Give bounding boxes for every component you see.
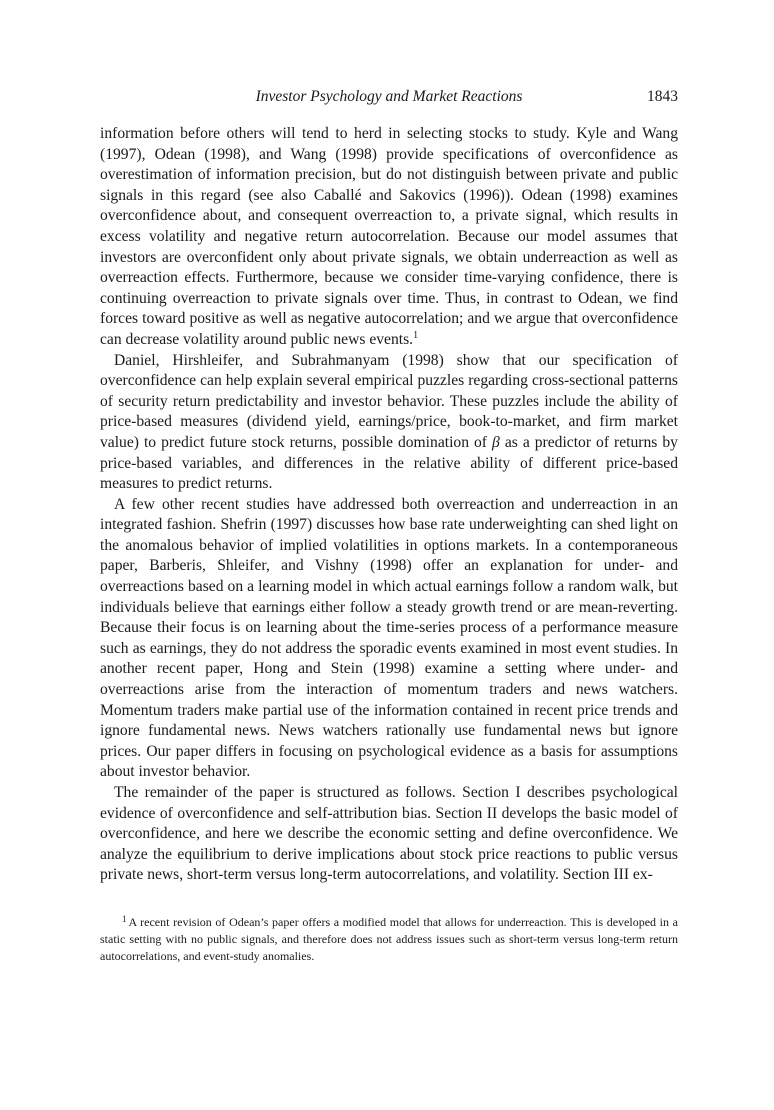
paragraph-text: information before others will tend to herd in selecting stocks to study. Kyle and Wang (1997), Odean (1998), and Wang (1998) provide specifications of overconfidence as overestimation of information precision, but do not distinguish between private and public signals in this regard (see also Caballé and Sakovics (1996)). Odean (1998) examines overconfidence about, and consequent overreaction to, a private signal, which results in excess volatility and negative return autocorrelation. Because our model assumes that investors are overconfident only about private signals, we obtain underreaction as well as overreaction effects. Furthermore, because we consider time-varying confidence, there is continuing overreaction to private signals over time. Thus, in contrast to Odean, we find forces toward positive as well as negative autocorrelation; and we argue that overconfidence can decrease volatility around public news events. bbox=[100, 125, 678, 348]
footnote-text: A recent revision of Odean’s paper offers a modified model that allows for underreaction. This is developed in a static setting with no public signals, and therefore does not address issues such as short-term versus long-term return autocorrelations, and event-study anomalies. bbox=[100, 914, 678, 963]
paragraph-text: Daniel, Hirshleifer, and Subrahmanyam (1998) show that our specification of overconfidence can help explain several empirical puzzles regarding cross-sectional patterns of security return predictability and investor behavior. These puzzles include the ability of price-based measures (dividend yield, earnings/price, book-to-market, and firm market value) to predict future stock returns, possible domination of bbox=[100, 351, 678, 451]
paragraph-1 bbox=[100, 124, 678, 351]
paragraph-text: A few other recent studies have addressed both overreaction and underreaction in an integrated fashion. Shefrin (1997) discusses how base rate underweighting can shed light on the anomalous behavior of implied volatilities in options markets. In a contemporaneous paper, Barberis, Shleifer, and Vishny (1998) offer an explanation for under- and overreactions based on a learning model in which actual earnings follow a random walk, but individuals believe that earnings either follow a steady growth trend or are mean-reverting. Because their focus is on learning about the time-series process of a performance measure such as earnings, they do not address the sporadic events examined in most event studies. In another recent paper, Hong and Stein (1998) examine a setting where under- and overreactions arise from the interaction of momentum traders and news watchers. Momentum traders make partial use of the information contained in recent price trends and ignore fundamental news. News watchers rationally use fundamental news but ignore prices. Our paper differs in focusing on psychological evidence as a basis for assumptions about investor behavior. bbox=[100, 495, 678, 781]
footnotes bbox=[100, 914, 678, 965]
page-number: 1843 bbox=[647, 88, 678, 105]
paragraph-text: as a predictor of returns by price-based variables, and differences in the relative ability of different price-based measures to predict returns. bbox=[100, 433, 678, 493]
footnote-reference: 1 bbox=[413, 329, 419, 341]
beta-symbol: β bbox=[492, 433, 500, 451]
paragraph-2 bbox=[100, 351, 678, 495]
footnote-1 bbox=[100, 914, 678, 965]
paragraph-4 bbox=[100, 783, 678, 886]
paragraph-text: The remainder of the paper is structured as follows. Section I describes psychological evidence of overconfidence and self-attribution bias. Section II develops the basic model of overconfidence, and here we describe the economic setting and define overconfidence. We analyze the equilibrium to derive implications about stock price reactions to public versus private news, short-term versus long-term autocorrelations, and volatility. Section III ex- bbox=[100, 784, 678, 884]
footnote-mark: 1 bbox=[122, 913, 127, 924]
running-title: Investor Psychology and Market Reactions bbox=[255, 88, 523, 105]
paragraph-3 bbox=[100, 495, 678, 783]
body-text bbox=[100, 124, 678, 886]
running-head bbox=[100, 88, 678, 112]
journal-page bbox=[100, 88, 678, 965]
